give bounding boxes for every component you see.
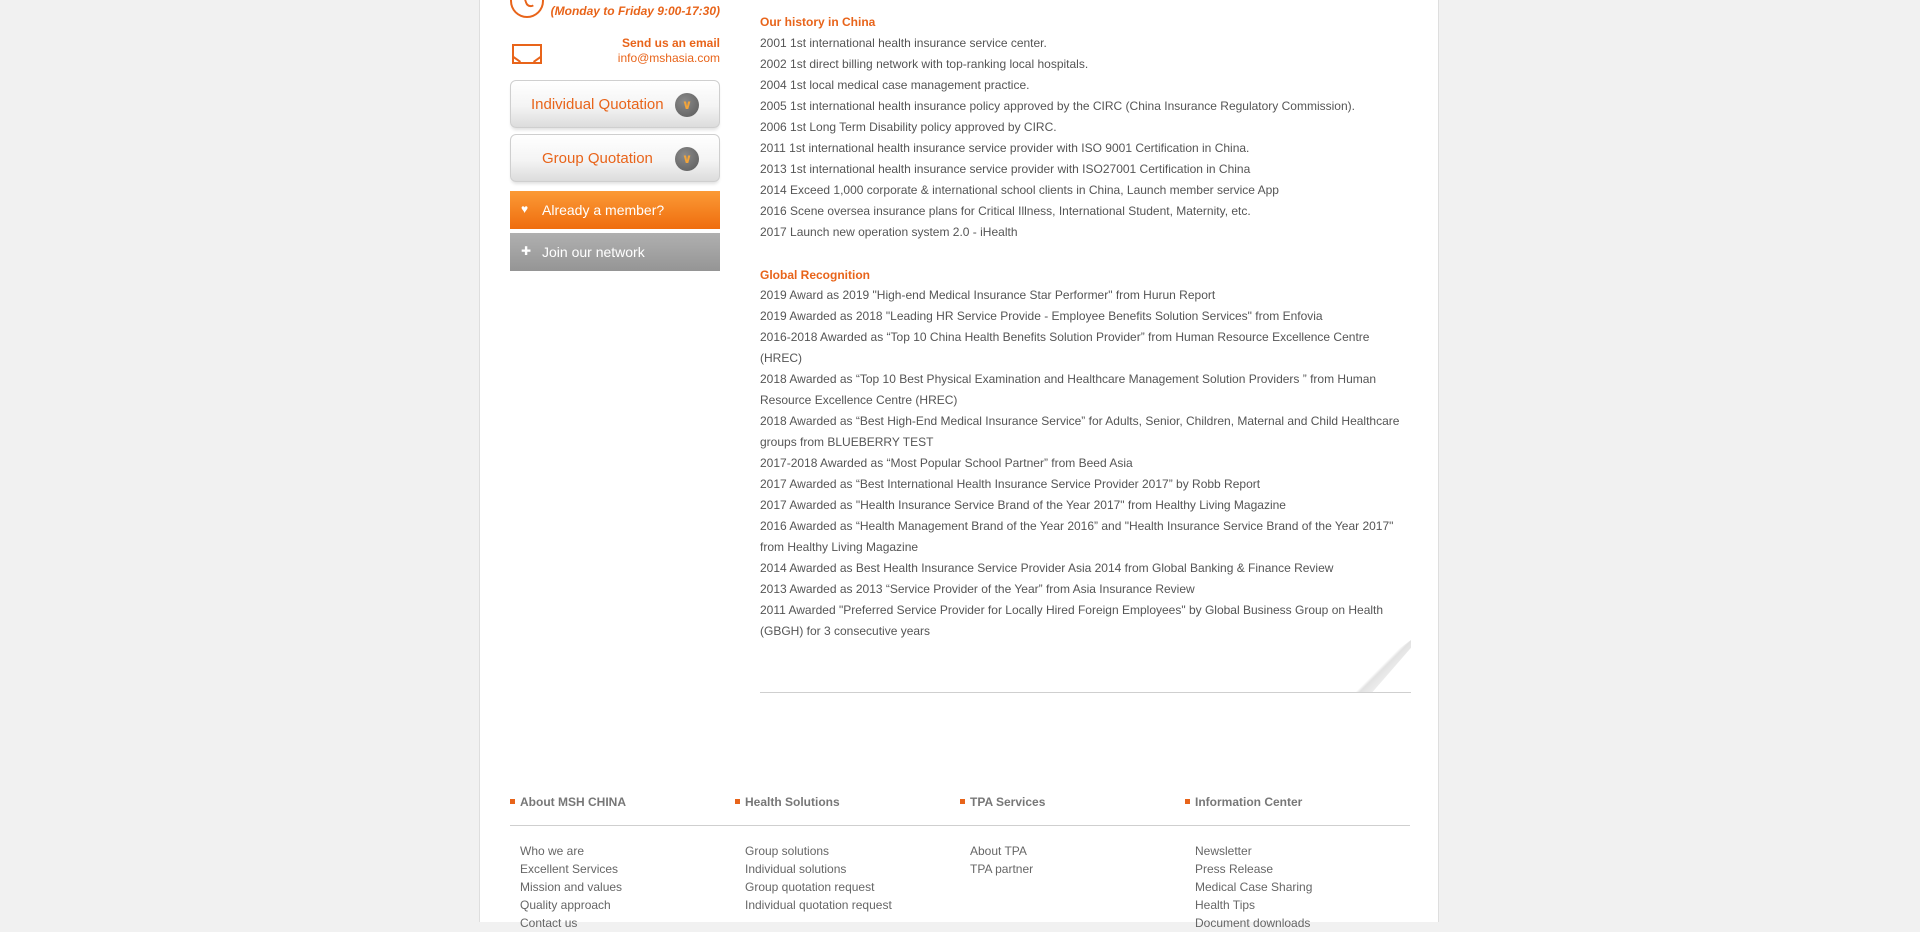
footer-link[interactable]: Health Tips (1195, 898, 1256, 912)
recognition-item: 2019 Award as 2019 "High-end Medical Insurance Star Performer" from Hurun Report (760, 288, 1216, 302)
footer-links (1195, 842, 1312, 932)
phone-icon (510, 0, 544, 18)
recognition-item: 2017 Awarded as “Best International Health Insurance Service Provider 2017” by Robb Report (760, 477, 1261, 491)
individual-quotation-label: Individual Quotation (531, 96, 664, 113)
join-network-button[interactable] (510, 233, 720, 271)
history-item: 2014 Exceed 1,000 corporate & international school clients in China, Launch member service App (760, 183, 1279, 197)
email-contact[interactable] (510, 36, 720, 70)
already-member-button[interactable] (510, 191, 720, 229)
footer-heading-label: Information Center (1195, 795, 1303, 809)
square-bullet-icon (735, 799, 740, 804)
footer-heading (735, 795, 840, 809)
plus-icon: ✚ (521, 244, 532, 258)
history-item: 2001 1st international health insurance service center. (760, 36, 1047, 50)
history-item: 2005 1st international health insurance policy approved by the CIRC (China Insurance Regulatory Commission). (760, 99, 1355, 113)
footer-heading (960, 795, 1045, 809)
footer-heading-label: About MSH CHINA (520, 795, 626, 809)
recognition-item: 2016 Awarded as “Health Management Brand of the Year 2016” and "Health Insurance Service Brand of the Year 2017" from Healthy Living Magazine (760, 519, 1394, 554)
footer-link[interactable]: Document downloads (1195, 916, 1311, 930)
recognition-item: 2018 Awarded as “Top 10 Best Physical Examination and Healthcare Management Solution Providers ” from Human Resource Excellence Centre (HREC) (760, 372, 1377, 407)
footer-heading-label: TPA Services (970, 795, 1046, 809)
footer-link[interactable]: About TPA (970, 844, 1027, 858)
footer-link[interactable]: Who we are (520, 844, 585, 858)
history-item: 2016 Scene oversea insurance plans for Critical Illness, International Student, Maternity, etc. (760, 204, 1251, 218)
history-item: 2004 1st local medical case management practice. (760, 78, 1030, 92)
footer-link[interactable]: Quality approach (520, 898, 611, 912)
group-quotation-label: Group Quotation (542, 150, 653, 167)
footer-link[interactable]: Mission and values (520, 880, 623, 894)
phone-contact (510, 0, 720, 30)
footer-divider (510, 825, 1410, 826)
history-title: Our history in China (760, 15, 876, 29)
email-address-link[interactable]: info@mshasia.com (617, 51, 720, 65)
footer-link[interactable]: Excellent Services (520, 862, 619, 876)
heart-icon: ♥ (521, 202, 529, 216)
phone-hours: (Monday to Friday 9:00-17:30) (550, 4, 720, 18)
footer-link[interactable]: Press Release (1195, 862, 1274, 876)
group-quotation-button[interactable] (510, 134, 720, 182)
footer-link[interactable]: Group quotation request (745, 880, 875, 894)
page-curl-decoration (1356, 640, 1411, 692)
footer-link[interactable]: Medical Case Sharing (1195, 880, 1313, 894)
square-bullet-icon (510, 799, 515, 804)
mail-icon (512, 44, 542, 64)
footer-heading (1185, 795, 1302, 809)
chevron-down-icon: ∨ (675, 147, 699, 171)
recognition-item: 2019 Awarded as 2018 "Leading HR Service Provide - Employee Benefits Solution Services" from Enfovia (760, 309, 1323, 323)
history-item: 2017 Launch new operation system 2.0 - iHealth (760, 225, 1018, 239)
footer-heading (510, 795, 626, 809)
page-curl-divider (760, 640, 1411, 693)
footer-links (520, 842, 622, 932)
history-item: 2013 1st international health insurance service provider with ISO27001 Certification in China (760, 162, 1251, 176)
recognition-title: Global Recognition (760, 268, 870, 282)
history-item: 2011 1st international health insurance service provider with ISO 9001 Certification in China. (760, 141, 1250, 155)
recognition-item: 2018 Awarded as “Best High-End Medical Insurance Service” for Adults, Senior, Children, Maternal and Child Healthcare groups from BLUEBERRY TEST (760, 414, 1400, 449)
join-network-label: Join our network (542, 244, 645, 260)
chevron-down-icon: ∨ (675, 93, 699, 117)
recognition-item: 2017 Awarded as "Health Insurance Service Brand of the Year 2017" from Healthy Living Magazine (760, 498, 1286, 512)
recognition-item: 2011 Awarded "Preferred Service Provider for Locally Hired Foreign Employees" by Global Business Group on Health (GBGH) for 3 consecutive years (760, 603, 1384, 638)
recognition-item: 2016-2018 Awarded as “Top 10 China Health Benefits Solution Provider” from Human Resource Excellence Centre (HREC) (760, 330, 1370, 365)
footer-links (970, 842, 1033, 878)
footer-links (745, 842, 892, 914)
square-bullet-icon (960, 799, 965, 804)
history-item: 2002 1st direct billing network with top-ranking local hospitals. (760, 57, 1089, 71)
individual-quotation-button[interactable] (510, 80, 720, 128)
square-bullet-icon (1185, 799, 1190, 804)
recognition-item: 2017-2018 Awarded as “Most Popular School Partner” from Beed Asia (760, 456, 1133, 470)
footer-link[interactable]: Newsletter (1195, 844, 1252, 858)
recognition-item: 2013 Awarded as 2013 “Service Provider of the Year” from Asia Insurance Review (760, 582, 1195, 596)
footer-heading-label: Health Solutions (745, 795, 840, 809)
footer-link[interactable]: Group solutions (745, 844, 830, 858)
page-container (479, 0, 1439, 930)
history-item: 2006 1st Long Term Disability policy approved by CIRC. (760, 120, 1057, 134)
already-member-label: Already a member? (542, 202, 665, 218)
recognition-item: 2014 Awarded as Best Health Insurance Service Provider Asia 2014 from Global Banking & Finance Review (760, 561, 1334, 575)
footer-link[interactable]: TPA partner (970, 862, 1034, 876)
footer-link[interactable]: Contact us (520, 916, 578, 930)
email-title[interactable]: Send us an email (621, 36, 720, 50)
footer-link[interactable]: Individual solutions (745, 862, 847, 876)
footer-link[interactable]: Individual quotation request (745, 898, 892, 912)
